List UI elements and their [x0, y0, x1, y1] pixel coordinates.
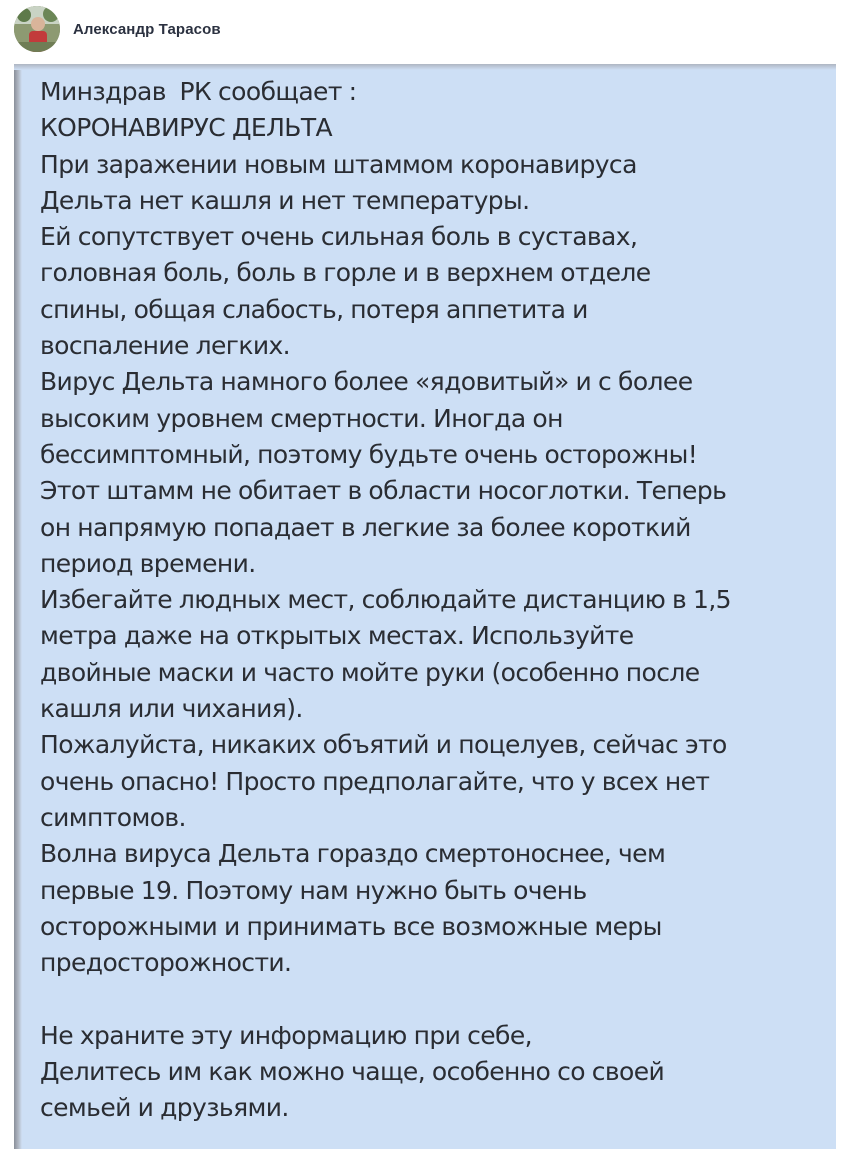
message-line: [40, 981, 830, 1017]
message-line: воспаление легких.: [40, 331, 291, 361]
message-text: [40, 74, 830, 1127]
message-line: Этот штамм не обитает в области носоглотки. Теперь: [40, 476, 727, 506]
author-avatar[interactable]: [14, 6, 60, 52]
message-line: период времени.: [40, 548, 256, 578]
message-line: КОРОНАВИРУС ДЕЛЬТА: [40, 113, 332, 143]
message-line: Делитесь им как можно чаще, особенно со своей: [40, 1057, 665, 1087]
message-line: он напрямую попадает в легкие за более короткий: [40, 512, 691, 542]
avatar-photo-icon: [14, 6, 60, 52]
message-line: спины, общая слабость, потеря аппетита и: [40, 294, 588, 324]
message-line: Пожалуйста, никаких объятий и поцелуев, сейчас это: [40, 730, 727, 760]
message-line: осторожными и принимать все возможные меры: [40, 911, 662, 941]
image-top-shadow: [14, 64, 836, 70]
message-line: семьей и друзьями.: [40, 1093, 289, 1123]
message-line: кашля или чихания).: [40, 694, 303, 724]
message-line: первые 19. Поэтому нам нужно быть очень: [40, 875, 587, 905]
message-line: Вирус Дельта намного более «ядовитый» и с более: [40, 367, 693, 397]
post-header: [14, 6, 221, 52]
message-line: бессимптомный, поэтому будьте очень осторожны!: [40, 439, 698, 469]
message-line: метра даже на открытых местах. Используйте: [40, 621, 634, 651]
message-line: двойные маски и часто мойте руки (особенно после: [40, 657, 700, 687]
message-line: высоким уровнем смертности. Иногда он: [40, 403, 563, 433]
message-line: При заражении новым штаммом коронавируса: [40, 149, 637, 179]
message-line: предосторожности.: [40, 948, 292, 978]
message-line: Избегайте людных мест, соблюдайте дистанцию в 1,5: [40, 585, 731, 615]
message-line: головная боль, боль в горле и в верхнем отделе: [40, 258, 651, 288]
author-name[interactable]: Александр Тарасов: [73, 20, 221, 38]
message-line: Минздрав РК сообщает :: [40, 77, 357, 106]
message-line: Ей сопутствует очень сильная боль в суставах,: [40, 222, 638, 252]
image-edge-shadow: [14, 64, 22, 1149]
shared-message-screenshot[interactable]: [14, 64, 836, 1149]
message-line: симптомов.: [40, 802, 186, 832]
message-line: очень опасно! Просто предполагайте, что у всех нет: [40, 766, 710, 796]
message-line: Дельта нет кашля и нет температуры.: [40, 185, 530, 215]
message-line: Волна вируса Дельта гораздо смертоноснее, чем: [40, 839, 666, 869]
message-line: Не храните эту информацию при себе,: [40, 1020, 532, 1050]
